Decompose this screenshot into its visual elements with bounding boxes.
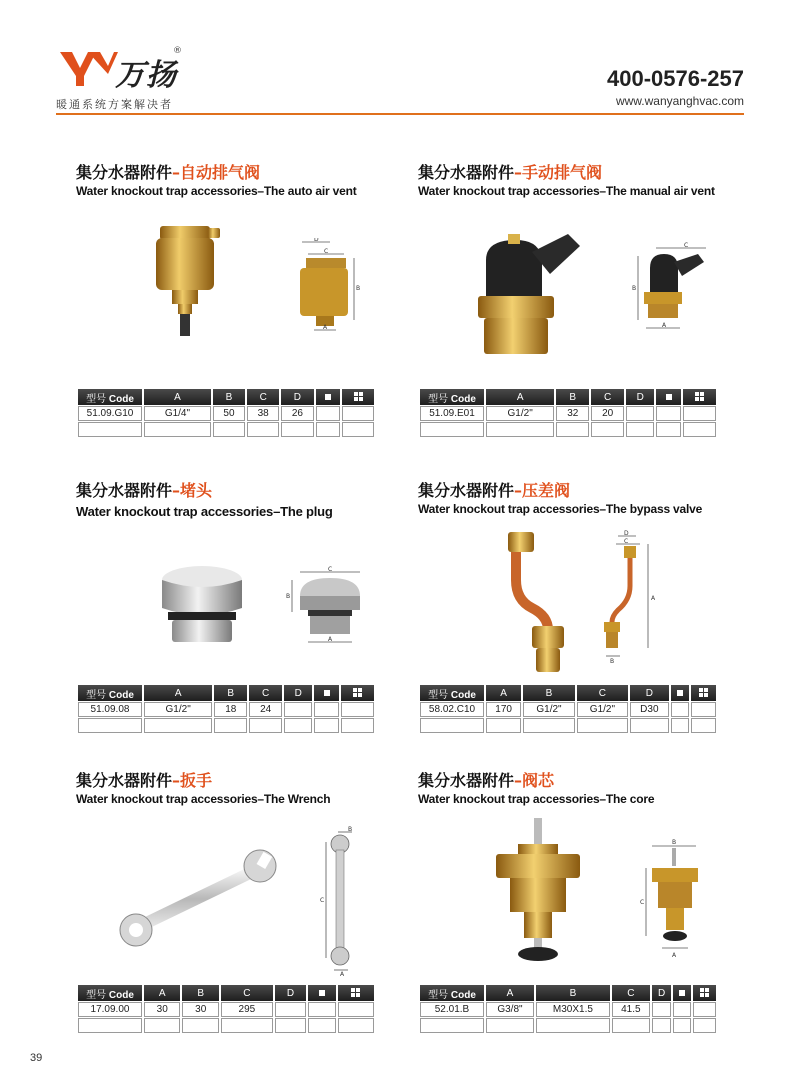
carton-header [342,389,374,405]
table-header-row [78,389,374,405]
cell-b: G1/2" [523,702,574,717]
company-logo-icon [58,46,118,88]
spec-table [418,984,718,1034]
section-manual-air-vent [418,160,728,450]
column-header-b: B [523,685,574,701]
code-header: 型号 Code [78,685,142,701]
section-title-cn: 集分水器附件–手动排气阀 [418,163,603,182]
box-icon [679,990,685,996]
dimension-label: A [672,952,677,959]
small-box-header [316,389,341,405]
cell-f [683,406,716,421]
dimension-label: C [328,566,333,573]
cell-code: 17.09.00 [78,1002,142,1017]
column-header-d: D [281,389,313,405]
section-title-en: Water knockout trap accessories–The core [418,792,655,806]
cell-f [691,702,716,717]
cell-c: 24 [249,702,282,717]
cell-code: 51.09.G10 [78,406,142,421]
table-row [420,1002,716,1017]
dimension-label: B [632,285,637,292]
section-title-en: Water knockout trap accessories–The plug [76,504,333,519]
cell-code: 51.09.08 [78,702,142,717]
wrench-photo-icon [114,844,282,954]
box-icon [324,690,330,696]
column-header-c: C [247,389,279,405]
bypass-valve-photo-icon [498,530,578,676]
page-number: 39 [30,1052,43,1064]
box-icon [319,990,325,996]
tagline: 暖通系统方案解决者 [56,98,173,111]
spec-table [418,388,718,438]
table-row [78,1018,374,1033]
cell-a: G1/2" [144,702,212,717]
grid-icon [700,988,709,997]
dimension-label: B [348,826,353,833]
carton-header [693,985,716,1001]
cell-e [656,406,681,421]
cell-c: G1/2" [577,702,628,717]
cell-d [626,406,654,421]
carton-header [338,985,374,1001]
table-row [78,702,374,717]
grid-icon [354,392,363,401]
cell-d [275,1002,306,1017]
dimension-label: D [624,530,629,537]
cell-d [652,1002,672,1017]
column-header-a: A [144,389,211,405]
cell-c: 38 [247,406,279,421]
section-core [418,768,728,1058]
registered-mark: ® [173,46,182,56]
wrench-diagram-icon [318,826,362,976]
cell-f [693,1002,716,1017]
dimension-label: B [672,839,677,846]
section-title-en: Water knockout trap accessories–The auto air vent [76,184,357,198]
dimension-label: C [324,248,329,255]
dimension-label: C [320,897,325,904]
valve-core-diagram-icon [640,838,710,962]
cell-d: D30 [630,702,668,717]
section-title-cn: 集分水器附件–阀芯 [418,771,555,790]
small-box-header [308,985,336,1001]
cell-e [673,1002,691,1017]
carton-header [683,389,716,405]
section-title-cn: 集分水器附件–堵头 [76,481,213,500]
column-header-d: D [626,389,654,405]
section-title-cn: 集分水器附件–自动排气阀 [76,163,261,182]
table-header-row [78,985,374,1001]
spec-table [418,684,718,734]
table-row [420,702,716,717]
section-wrench [76,768,386,1058]
code-header: 型号 Code [420,389,484,405]
section-title-cn: 集分水器附件–压差阀 [418,481,571,500]
dimension-label: D [314,238,319,243]
grid-icon [695,392,704,401]
column-header-b: B [536,985,610,1001]
table-row [420,1018,716,1033]
small-box-header [673,985,691,1001]
dimension-label: C [684,242,689,249]
code-header: 型号 Code [78,389,142,405]
column-header-b: B [556,389,589,405]
valve-core-photo-icon [488,818,588,964]
phone-number: 400-0576-257 [606,66,744,91]
column-header-a: A [144,685,212,701]
column-header-b: B [214,685,247,701]
box-icon [677,690,683,696]
column-header-c: C [249,685,282,701]
cell-b: M30X1.5 [536,1002,610,1017]
column-header-a: A [144,985,180,1001]
cell-c: 20 [591,406,624,421]
box-icon [666,394,672,400]
carton-header [691,685,716,701]
grid-icon [699,688,708,697]
cell-f [342,406,374,421]
column-header-d: D [652,985,672,1001]
carton-header [341,685,374,701]
dimension-label: A [323,324,328,331]
cell-e [314,702,339,717]
cell-b: 32 [556,406,589,421]
cell-b: 50 [213,406,245,421]
column-header-c: C [591,389,624,405]
table-header-row [420,985,716,1001]
dimension-label: A [662,322,667,329]
section-plug [76,478,386,768]
manual-air-vent-photo-icon [470,230,588,360]
cell-b: 30 [182,1002,218,1017]
dimension-label: B [610,658,615,665]
column-header-d: D [284,685,312,701]
cell-c: 295 [221,1002,273,1017]
spec-table [76,984,376,1034]
column-header-a: A [486,389,554,405]
plug-diagram-icon [286,566,370,650]
table-row [78,406,374,421]
section-title-cn: 集分水器附件–扳手 [76,771,213,790]
table-row [420,406,716,421]
cell-a: G3/8" [486,1002,534,1017]
dimension-label: C [640,899,645,906]
cell-d: 26 [281,406,313,421]
grid-icon [353,688,362,697]
small-box-header [671,685,690,701]
spec-table [76,684,376,734]
cell-e [671,702,690,717]
table-row [78,422,374,437]
column-header-d: D [275,985,306,1001]
brand-name: 万扬 [115,58,177,93]
dimension-label: B [356,285,361,292]
section-auto-air-vent [76,160,386,450]
plug-photo-icon [152,562,252,648]
table-row [78,1002,374,1017]
column-header-a: A [486,985,534,1001]
manual-air-vent-diagram-icon [632,242,716,336]
dimension-label: A [328,636,333,643]
column-header-d: D [630,685,668,701]
bypass-valve-diagram-icon [602,530,662,666]
dimension-label: B [286,593,291,600]
table-row [78,718,374,733]
cell-a: G1/2" [486,406,554,421]
section-title-en: Water knockout trap accessories–The Wrench [76,792,331,806]
cell-b: 18 [214,702,247,717]
cell-code: 58.02.C10 [420,702,484,717]
cell-c: 41.5 [612,1002,650,1017]
cell-code: 52.01.B [420,1002,484,1017]
header-divider [56,113,744,115]
dimension-label: A [340,971,345,976]
website-link[interactable]: www.wanyanghvac.com [615,94,744,108]
column-header-a: A [486,685,521,701]
cell-d [284,702,312,717]
column-header-b: B [213,389,245,405]
cell-e [308,1002,336,1017]
dimension-label: C [624,538,629,545]
column-header-c: C [221,985,273,1001]
spec-table [76,388,376,438]
code-header: 型号 Code [78,985,142,1001]
cell-e [316,406,341,421]
table-row [420,718,716,733]
auto-air-vent-diagram-icon [294,238,364,334]
section-bypass-valve [418,478,728,768]
page-header [0,0,800,120]
dimension-label: A [651,595,656,602]
column-header-c: C [612,985,650,1001]
table-header-row [420,389,716,405]
column-header-b: B [182,985,218,1001]
cell-f [341,702,374,717]
cell-f [338,1002,374,1017]
cell-a: G1/4" [144,406,211,421]
cell-a: 30 [144,1002,180,1017]
box-icon [325,394,331,400]
cell-code: 51.09.E01 [420,406,484,421]
code-header: 型号 Code [420,985,484,1001]
small-box-header [314,685,339,701]
cell-a: 170 [486,702,521,717]
auto-air-vent-photo-icon [144,220,234,338]
table-header-row [78,685,374,701]
table-header-row [420,685,716,701]
section-title-en: Water knockout trap accessories–The manual air vent [418,184,715,198]
table-row [420,422,716,437]
code-header: 型号 Code [420,685,484,701]
grid-icon [351,988,360,997]
small-box-header [656,389,681,405]
column-header-c: C [577,685,628,701]
section-title-en: Water knockout trap accessories–The bypass valve [418,502,703,516]
